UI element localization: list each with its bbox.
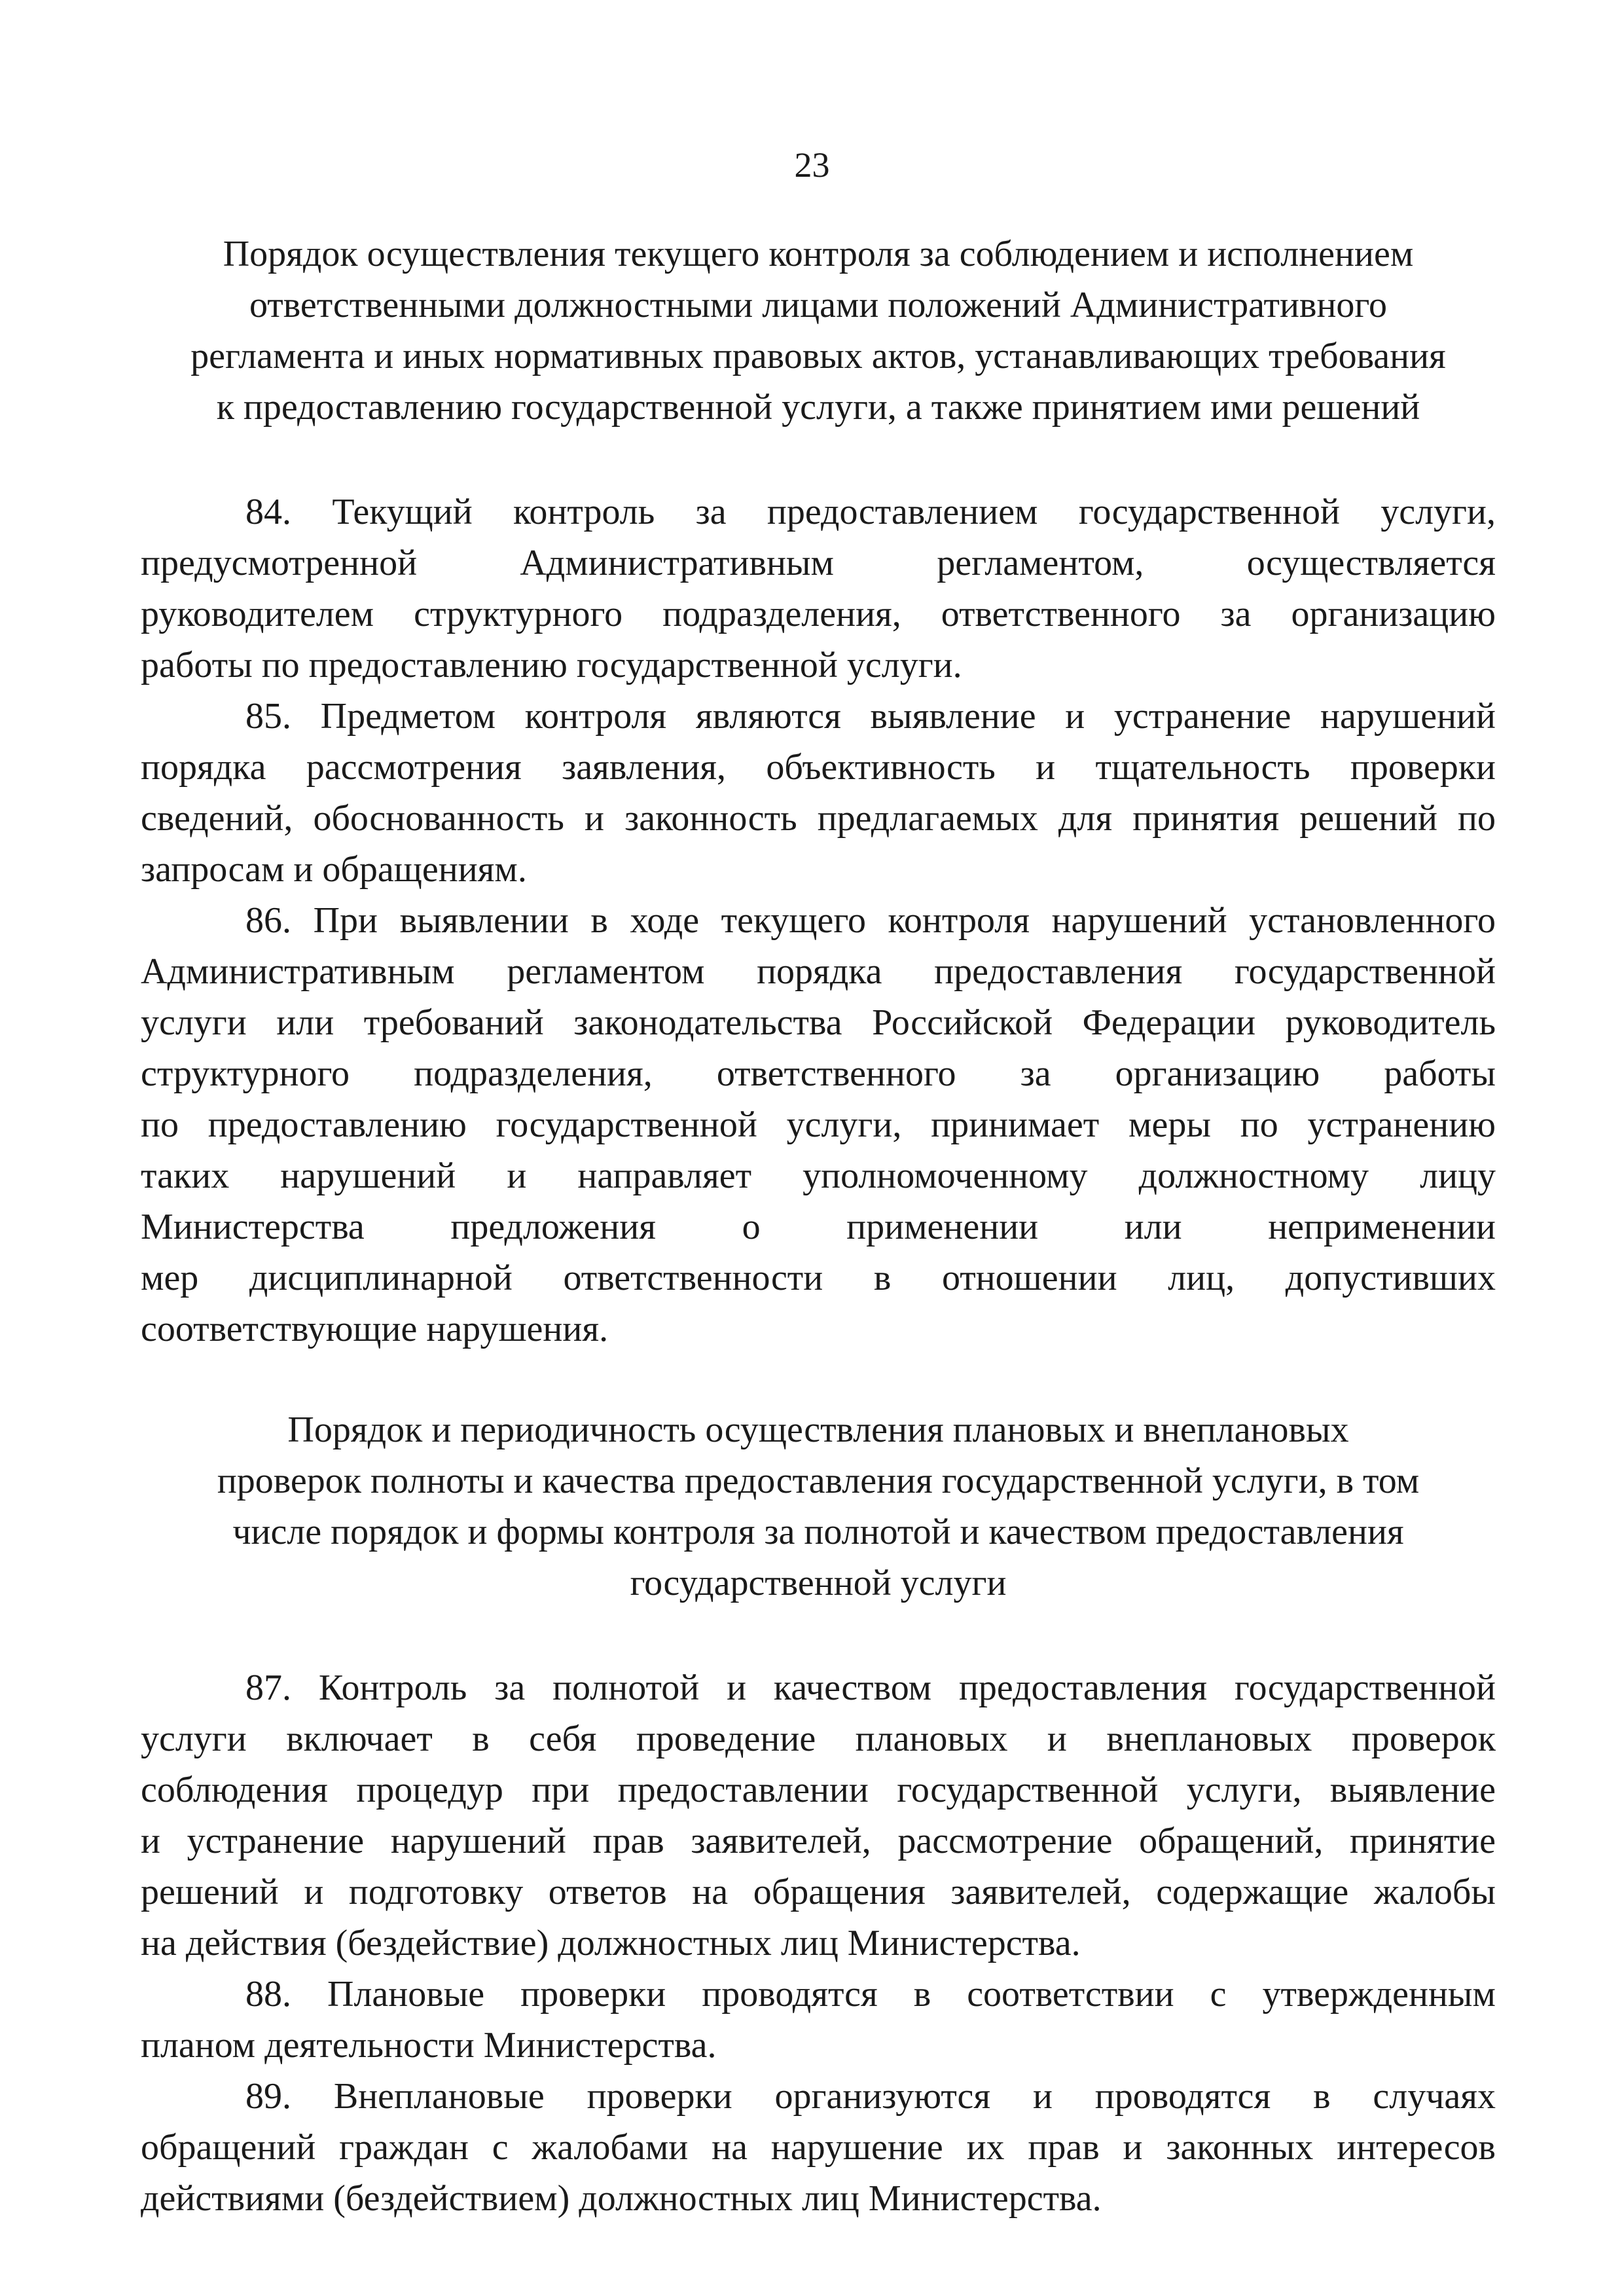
- text-line: 89. Внеплановые проверки организуются и проводятся в случаях: [245, 2076, 1496, 2117]
- heading-line: государственной услуги: [630, 1563, 1007, 1603]
- text-line: предусмотренной Административным регламентом, осуществляется: [141, 543, 1496, 583]
- heading-line: к предоставлению государственной услуги, а также принятием ими решений: [216, 387, 1420, 428]
- text-line: 84. Текущий контроль за предоставлением государственной услуги,: [245, 492, 1496, 532]
- text-line: таких нарушений и направляет уполномоченному должностному лицу: [141, 1156, 1496, 1196]
- heading-line: Порядок и периодичность осуществления плановых и внеплановых: [287, 1410, 1349, 1450]
- text-line: Административным регламентом порядка предоставления государственной: [141, 951, 1496, 992]
- paragraph-88: [141, 1969, 1496, 2071]
- text-line: порядка рассмотрения заявления, объективность и тщательность проверки: [141, 747, 1496, 788]
- text-line: 87. Контроль за полнотой и качеством предоставления государственной: [245, 1667, 1496, 1708]
- text-line: сведений, обоснованность и законность предлагаемых для принятия решений по: [141, 798, 1496, 839]
- text-line: 85. Предметом контроля являются выявление и устранение нарушений: [245, 696, 1496, 737]
- paragraph-84: [141, 486, 1496, 691]
- text-line: мер дисциплинарной ответственности в отношении лиц, допустивших: [141, 1258, 1496, 1298]
- text-line: услуги или требований законодательства Российской Федерации руководитель: [141, 1002, 1496, 1043]
- text-line: соответствующие нарушения.: [141, 1309, 609, 1349]
- heading-line: регламента и иных нормативных правовых актов, устанавливающих требования: [190, 336, 1446, 376]
- text-line: Министерства предложения о применении или неприменении: [141, 1207, 1496, 1247]
- text-line: структурного подразделения, ответственного за организацию работы: [141, 1053, 1496, 1094]
- section-heading-current-control: [141, 228, 1496, 433]
- text-line: соблюдения процедур при предоставлении государственной услуги, выявление: [141, 1770, 1496, 1810]
- section-heading-inspections: [141, 1404, 1496, 1609]
- page-number: 23: [794, 145, 830, 185]
- text-line: услуги включает в себя проведение плановых и внеплановых проверок: [141, 1719, 1496, 1759]
- text-line: и устранение нарушений прав заявителей, рассмотрение обращений, принятие: [141, 1821, 1496, 1861]
- paragraph-86: [141, 895, 1496, 1355]
- paragraph-89: [141, 2071, 1496, 2224]
- text-line: работы по предоставлению государственной услуги.: [141, 645, 962, 685]
- section-body-current-control: [141, 486, 1496, 1355]
- text-line: запросам и обращениям.: [141, 849, 527, 890]
- text-line: планом деятельности Министерства.: [141, 2025, 717, 2066]
- text-line: по предоставлению государственной услуги, принимает меры по устранению: [141, 1104, 1496, 1145]
- text-line: руководителем структурного подразделения, ответственного за организацию: [141, 594, 1496, 634]
- heading-line: ответственными должностными лицами положений Административного: [249, 285, 1387, 325]
- text-line: 88. Плановые проверки проводятся в соответствии с утвержденным: [245, 1974, 1496, 2014]
- section-body-inspections: [141, 1662, 1496, 2224]
- text-line: решений и подготовку ответов на обращения заявителей, содержащие жалобы: [141, 1872, 1496, 1912]
- heading-line: проверок полноты и качества предоставления государственной услуги, в том: [217, 1461, 1420, 1501]
- paragraph-85: [141, 691, 1496, 895]
- text-line: 86. При выявлении в ходе текущего контроля нарушений установленного: [245, 900, 1496, 941]
- heading-line: Порядок осуществления текущего контроля за соблюдением и исполнением: [223, 234, 1414, 274]
- text-line: на действия (бездействие) должностных лиц Министерства.: [141, 1923, 1081, 1963]
- text-line: обращений граждан с жалобами на нарушение их прав и законных интересов: [141, 2127, 1496, 2168]
- heading-line: числе порядок и формы контроля за полнотой и качеством предоставления: [232, 1512, 1404, 1552]
- text-line: действиями (бездействием) должностных лиц Министерства.: [141, 2178, 1102, 2219]
- paragraph-87: [141, 1662, 1496, 1969]
